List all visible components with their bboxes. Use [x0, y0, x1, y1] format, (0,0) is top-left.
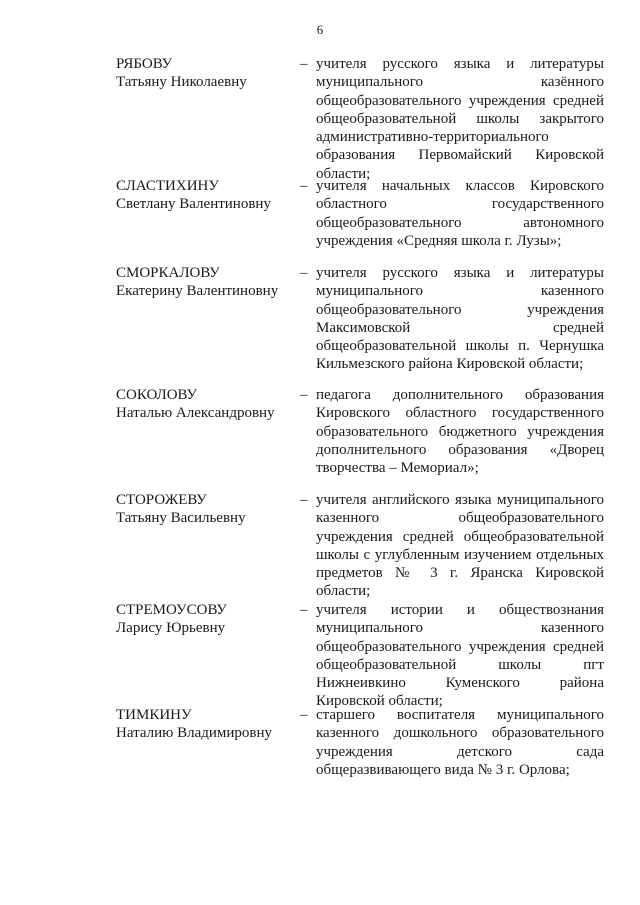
person-name — [116, 601, 301, 637]
person-name — [116, 264, 301, 300]
person-role: учителя истории и обществознания муниципального казенного общеобразовательного учреждения средней общеобразовательной школы пгт Нижнеивкино Куменского района Кировской области; — [316, 602, 604, 710]
person-given-names: Наталию Владимировну — [116, 725, 273, 741]
dash-separator: – — [300, 492, 308, 508]
person-name — [116, 55, 301, 91]
person-name — [116, 491, 301, 527]
person-name — [116, 386, 301, 422]
page-number: 6 — [316, 22, 324, 37]
person-role: учителя русского языка и литературы муниципального казённого общеобразовательного учреждения средней общеобразовательной школы закрытого административно-территориального образования Первомайский Кировской области; — [316, 56, 604, 182]
person-surname: СЛАСТИХИНУ — [116, 178, 220, 194]
person-given-names: Светлану Валентиновну — [116, 196, 271, 212]
person-given-names: Наталью Александровну — [116, 405, 275, 421]
dash-separator: – — [300, 602, 308, 618]
person-given-names: Татьяну Васильевну — [116, 510, 246, 526]
person-surname: ТИМКИНУ — [116, 707, 192, 723]
person-role: старшего воспитателя муниципального казенного дошкольного образовательного учреждения детского сада общеразвивающего вида № 3 г. Орлова; — [316, 707, 604, 778]
dash-separator: – — [300, 707, 308, 723]
person-role: педагога дополнительного образования Кировского областного государственного образовательного бюджетного учреждения дополнительного образования «Дворец творчества – Мемориал»; — [316, 387, 604, 477]
person-surname: СТРЕМОУСОВУ — [116, 602, 227, 618]
dash-separator: – — [300, 265, 308, 281]
dash-separator: – — [300, 387, 308, 403]
person-role: учителя начальных классов Кировского областного государственного общеобразовательного автономного учреждения «Средняя школа г. Лузы»; — [316, 178, 604, 249]
person-role: учителя английского языка муниципального казенного общеобразовательного учреждения средней общеобразовательной школы с углубленным изучением отдельных предметов № 3 г. Яранска Кировской области; — [316, 492, 604, 600]
person-given-names: Ларису Юрьевну — [116, 620, 226, 636]
person-name — [116, 177, 301, 213]
person-name — [116, 706, 301, 742]
person-surname: СОКОЛОВУ — [116, 387, 197, 403]
person-given-names: Екатерину Валентиновну — [116, 283, 279, 299]
person-given-names: Татьяну Николаевну — [116, 74, 247, 90]
person-role: учителя русского языка и литературы муниципального казенного общеобразовательного учреждения Максимовской средней общеобразовательной школы п. Чернушка Кильмезского района Кировской области; — [316, 265, 604, 373]
person-surname: СТОРОЖЕВУ — [116, 492, 207, 508]
dash-separator: – — [300, 56, 308, 72]
dash-separator: – — [300, 178, 308, 194]
person-surname: СМОРКАЛОВУ — [116, 265, 220, 281]
person-surname: РЯБОВУ — [116, 56, 173, 72]
